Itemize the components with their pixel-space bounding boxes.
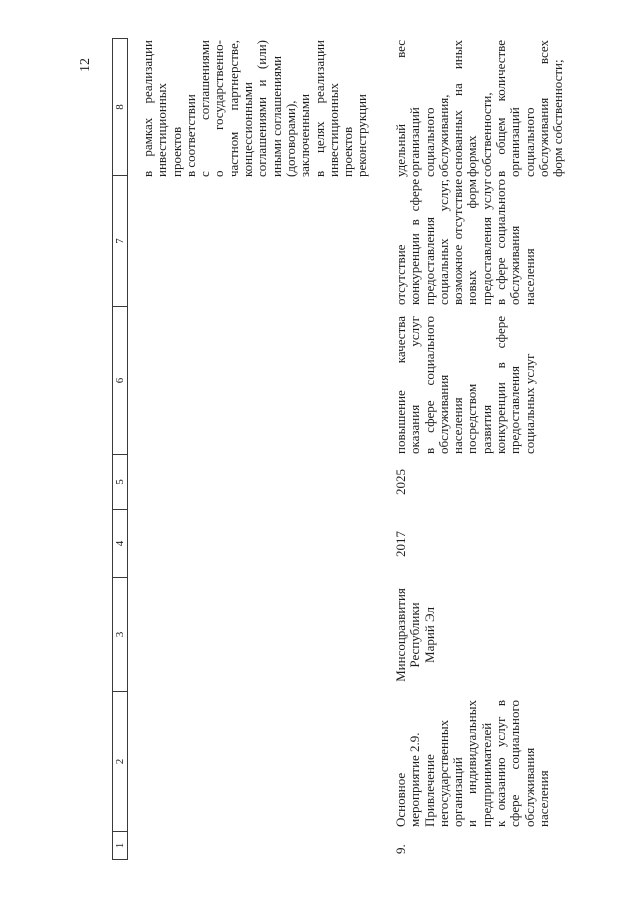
text-line: сфере социального bbox=[507, 700, 523, 827]
text-line: Марий Эл bbox=[421, 607, 437, 663]
text-line: организаций bbox=[450, 757, 466, 827]
text-line: соглашениями и (или) bbox=[254, 40, 270, 177]
text-line: населения bbox=[535, 770, 551, 827]
text-line: реконструкции bbox=[354, 93, 370, 177]
header-cell-6: 6 bbox=[113, 307, 127, 455]
text-line: (договорами), bbox=[282, 100, 298, 177]
text-line: посредством bbox=[464, 383, 480, 454]
text-line: иными соглашениями bbox=[268, 55, 284, 177]
text-line: новых форм bbox=[464, 179, 480, 305]
header-cell-3: 3 bbox=[113, 578, 127, 692]
text-line: формах bbox=[464, 135, 480, 177]
text-line: о государственно- bbox=[211, 40, 227, 177]
text-line: обслуживания bbox=[507, 225, 523, 305]
row-col4-cell: 2017 bbox=[393, 531, 408, 557]
text-line: проектов bbox=[168, 126, 184, 177]
table-header-row bbox=[112, 38, 128, 860]
header-cell-7: 7 bbox=[113, 176, 127, 307]
text-line: к оказанию услуг в bbox=[493, 700, 509, 827]
header-cell-5: 5 bbox=[113, 455, 127, 510]
text-line: предоставления услуг bbox=[478, 179, 494, 305]
row-col3-cell bbox=[394, 580, 437, 690]
text-line: концессионными bbox=[240, 82, 256, 177]
text-line: негосударственных bbox=[435, 719, 451, 827]
text-line: Привлечение bbox=[421, 754, 437, 827]
row-col7-cell bbox=[394, 179, 537, 305]
text-line: Основное bbox=[393, 772, 408, 827]
row-col2-cell bbox=[394, 700, 551, 827]
text-line: и индивидуальных bbox=[464, 700, 480, 827]
text-line: в соответствии bbox=[182, 94, 198, 177]
text-line: предоставления bbox=[507, 366, 523, 454]
text-line: организаций bbox=[407, 107, 423, 177]
text-line: Минсоцразвития bbox=[393, 588, 408, 682]
text-line: возможное отсутствие bbox=[450, 179, 466, 305]
text-line: проектов bbox=[340, 126, 356, 177]
text-line: в рамках реализации bbox=[140, 40, 155, 177]
rotated-table bbox=[78, 38, 570, 860]
header-cell-8: 8 bbox=[113, 38, 127, 176]
text-line: обслуживания, bbox=[435, 94, 451, 177]
text-line: конкуренции в сфере bbox=[493, 316, 509, 454]
text-line: обслуживания всех bbox=[535, 40, 551, 177]
header-cell-4: 4 bbox=[113, 510, 127, 578]
row-number: 9. bbox=[393, 844, 408, 854]
text-line: инвестиционных bbox=[325, 82, 341, 177]
text-line: отсутствие bbox=[393, 244, 408, 305]
header-cell-1: 1 bbox=[113, 832, 127, 860]
text-line: предоставления bbox=[421, 217, 437, 305]
text-line: форм собственности; bbox=[550, 59, 566, 177]
text-line: в общем количестве bbox=[493, 40, 509, 177]
text-line: социального bbox=[521, 107, 537, 177]
text-line: социальных услуг, bbox=[435, 179, 451, 305]
text-line: конкуренции в сфере bbox=[407, 179, 423, 305]
text-line: развития bbox=[478, 404, 494, 454]
row-col5-cell: 2025 bbox=[393, 469, 408, 495]
row-col6-cell bbox=[394, 316, 537, 454]
continued-row-col8-cell bbox=[141, 40, 370, 177]
text-line: Республики bbox=[407, 602, 423, 668]
header-cell-2: 2 bbox=[113, 692, 127, 832]
text-line: обслуживания bbox=[435, 374, 451, 454]
text-line: в целях реализации bbox=[311, 40, 327, 177]
text-line: в сфере социального bbox=[493, 179, 509, 305]
text-line: повышение качества bbox=[393, 316, 408, 454]
text-line: собственности, bbox=[478, 92, 494, 177]
text-line: частном партнерстве, bbox=[225, 40, 241, 177]
text-line: заключенными bbox=[297, 93, 313, 177]
text-line: населения bbox=[521, 248, 537, 305]
text-line: населения bbox=[450, 397, 466, 454]
text-line: с соглашениями bbox=[197, 40, 213, 177]
text-line: в сфере социального bbox=[421, 316, 437, 454]
text-line: мероприятие 2.9. bbox=[407, 732, 423, 827]
page-number: 12 bbox=[78, 58, 93, 72]
text-line: организаций bbox=[507, 107, 523, 177]
text-line: социальных услуг bbox=[521, 353, 537, 454]
text-line: основанных на иных bbox=[450, 40, 466, 177]
text-line: обслуживания bbox=[521, 747, 537, 827]
text-line: оказания услуг bbox=[407, 316, 423, 454]
row-col8-cell bbox=[394, 40, 566, 177]
text-line: инвестиционных bbox=[154, 82, 170, 177]
text-line: предпринимателей bbox=[478, 722, 494, 827]
text-line: удельный вес bbox=[393, 40, 408, 177]
text-line: социального bbox=[421, 107, 437, 177]
